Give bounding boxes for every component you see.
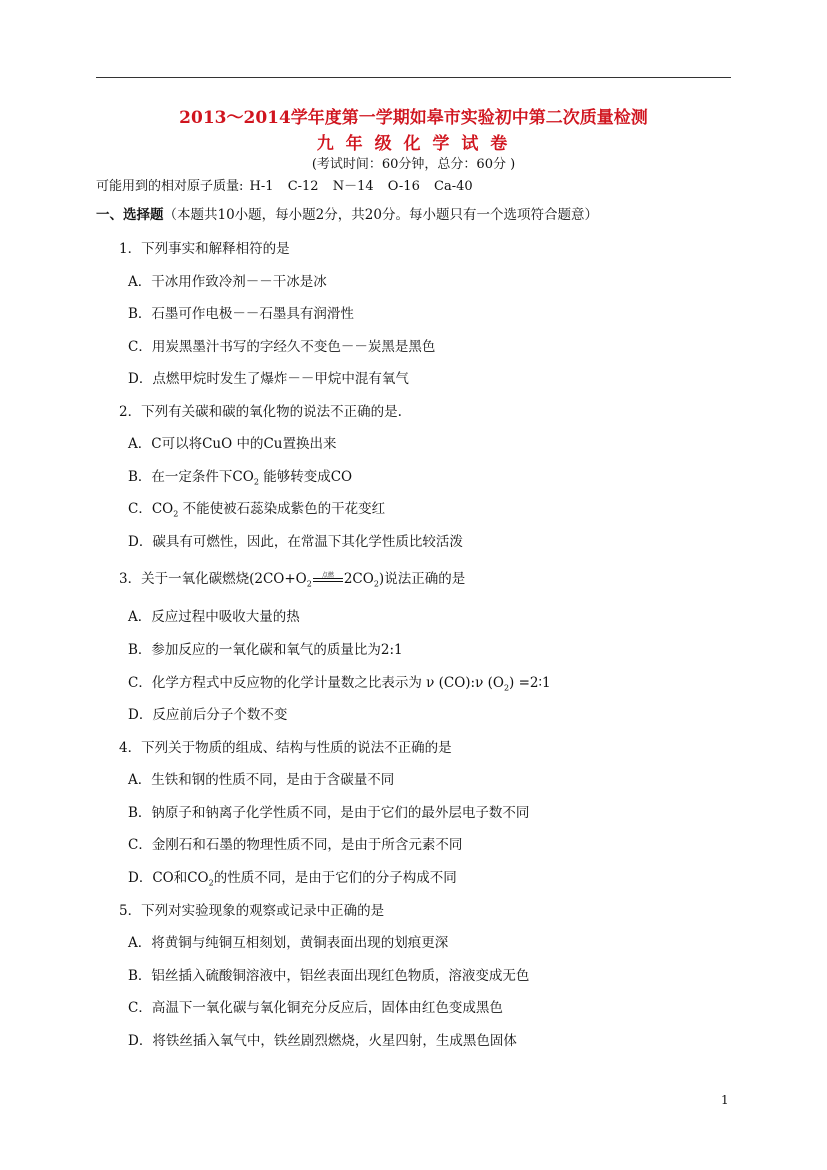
q3-option-b: B．参加反应的一氧化碳和氧气的质量比为2:1 xyxy=(128,642,403,658)
question-2-stem: 2．下列有关碳和碳的氧化物的说法不正确的是. xyxy=(119,404,402,420)
page-number: 1 xyxy=(721,1093,729,1107)
q2-option-b-tail: 能够转变成CO xyxy=(258,469,353,485)
q5-option-a: A．将黄铜与纯铜互相刻划，黄铜表面出现的划痕更深 xyxy=(128,935,449,951)
q3-stem-mid: 2CO xyxy=(343,571,374,587)
exam-info: (考试时间：60分钟，总分：60分 ) xyxy=(311,157,516,172)
q5-option-b: B．铝丝插入硫酸铜溶液中，铝丝表面出现红色物质，溶液变成无色 xyxy=(128,968,530,984)
subscript: 2 xyxy=(208,878,214,888)
q4-option-c: C．金刚石和石墨的物理性质不同，是由于所含元素不同 xyxy=(128,837,463,853)
section-heading xyxy=(96,206,598,224)
equal-bars xyxy=(313,578,343,582)
q3-option-c-tail: ) =2∶1 xyxy=(509,675,551,691)
q3-option-c xyxy=(128,674,551,698)
exam-subject: 九 年 级 化 学 试 卷 xyxy=(316,134,511,154)
section-title: 一、选择题 xyxy=(96,207,164,223)
q2-option-c-text: C．CO xyxy=(128,501,174,517)
mass-item: H-1 xyxy=(249,179,274,194)
mass-item: O-16 xyxy=(387,179,420,194)
q2-option-a: A．C可以将CuO 中的Cu置换出来 xyxy=(128,436,337,452)
q4-option-d xyxy=(128,869,457,893)
subscript: 2 xyxy=(306,579,312,589)
mass-item: Ca-40 xyxy=(434,179,473,194)
q4-option-d-text: D．CO和CO xyxy=(128,870,209,886)
reaction-arrow xyxy=(313,573,343,587)
section-desc: （本题共10小题，每小题2分，共20分。每小题只有一个选项符合题意） xyxy=(163,207,598,223)
q2-option-b xyxy=(128,468,352,492)
q5-option-c: C．高温下一氧化碳与氧化铜充分反应后，固体由红色变成黑色 xyxy=(128,1000,503,1016)
q3-option-a: A．反应过程中吸收大量的热 xyxy=(128,609,300,625)
subscript: 2 xyxy=(373,579,379,589)
q5-option-d: D．将铁丝插入氧气中，铁丝剧烈燃烧，火星四射，生成黑色固体 xyxy=(128,1033,517,1049)
mass-item: C-12 xyxy=(287,179,319,194)
q1-option-a: A．干冰用作致冷剂－－干冰是冰 xyxy=(128,274,327,290)
q4-option-d-tail: 的性质不同，是由于它们的分子构成不同 xyxy=(213,870,457,886)
atomic-masses-label: 可能用到的相对原子质量: xyxy=(96,179,244,194)
atomic-masses xyxy=(96,175,483,194)
mass-item: N－14 xyxy=(332,179,374,194)
q2-option-b-text: B．在一定条件下CO xyxy=(128,469,254,485)
q4-option-b: B．钠原子和钠离子化学性质不同，是由于它们的最外层电子数不同 xyxy=(128,805,530,821)
q2-option-d: D．碳具有可燃性，因此，在常温下其化学性质比较活泼 xyxy=(128,534,463,550)
reaction-condition: 点燃 xyxy=(321,571,334,579)
q4-option-a: A．生铁和钢的性质不同，是由于含碳量不同 xyxy=(128,772,395,788)
q3-stem-post: )说法正确的是 xyxy=(378,571,466,587)
header-rule xyxy=(96,77,731,78)
question-1-stem: 1．下列事实和解释相符的是 xyxy=(119,241,290,257)
q1-option-c: C．用炭黑墨汁书写的字经久不变色－－炭黑是黑色 xyxy=(128,339,436,355)
q1-option-d: D．点燃甲烷时发生了爆炸－－甲烷中混有氧气 xyxy=(128,371,409,387)
question-5-stem: 5．下列对实验现象的观察或记录中正确的是 xyxy=(119,903,385,919)
q1-option-b: B．石墨可作电极－－石墨具有润滑性 xyxy=(128,306,354,322)
q3-option-d: D．反应前后分子个数不变 xyxy=(128,707,288,723)
question-4-stem: 4．下列关于物质的组成、结构与性质的说法不正确的是 xyxy=(119,740,452,756)
subscript: 2 xyxy=(253,477,259,487)
question-3-stem xyxy=(119,570,465,594)
subscript: 2 xyxy=(173,509,179,519)
exam-title: 2013～2014学年度第一学期如皋市实验初中第二次质量检测 xyxy=(179,108,648,128)
q3-option-c-text: C．化学方程式中反应物的化学计量数之比表示为 ν (CO):ν (O xyxy=(128,675,504,691)
q2-option-c xyxy=(128,500,385,524)
subscript: 2 xyxy=(503,683,510,693)
q2-option-c-tail: 不能使被石蕊染成紫色的干花变红 xyxy=(178,501,386,517)
q3-stem-pre: 3．关于一氧化碳燃烧(2CO+O xyxy=(119,571,307,587)
